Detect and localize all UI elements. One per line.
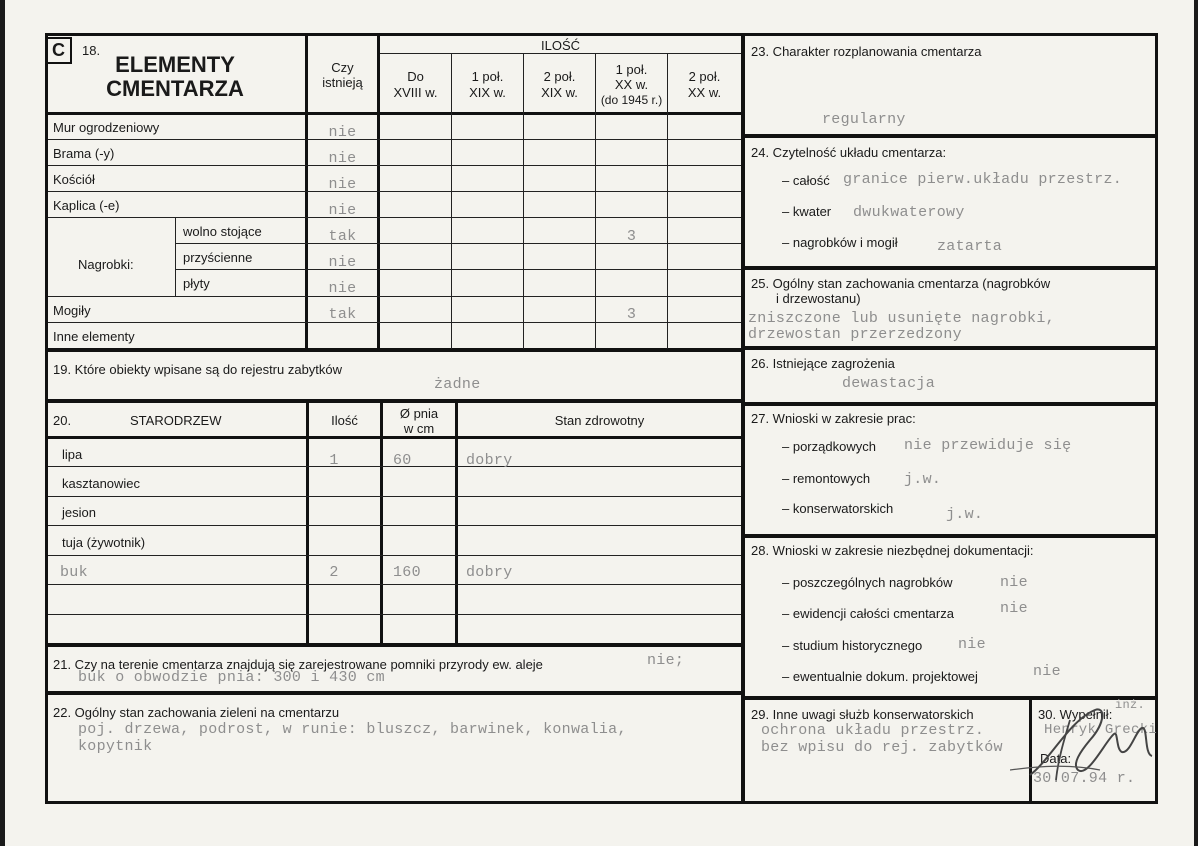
section-22-label: 22. Ogólny stan zachowania zieleni na cmentarzu [53,705,340,720]
section-22-value-1: poj. drzewa, podrost, w runie: bluszcz, barwinek, konwalia, [78,721,627,738]
qty-value: 3 [626,306,637,323]
col-2xix-1: 2 poł. [543,69,576,84]
section-21-label: 21. Czy na terenie cmentarza znajdują się zarejestrowane pomniki przyrody ew. aleje [53,657,543,672]
section-30-label: 30. Wypełnił: [1038,707,1113,722]
qty-value: 3 [626,228,637,245]
col-1xx-2: XX w. [614,77,649,92]
tree-name: kasztanowiec [62,476,141,491]
tree-name-handwritten: buk [60,564,88,581]
exists-value: nie [328,254,357,271]
section-19-label: 19. Które obiekty wpisane są do rejestru zabytków [53,362,343,377]
row-line [48,296,741,297]
signature-image [1010,700,1160,790]
s27-item-value: j.w. [904,471,942,488]
s28-item-value: nie [1000,574,1028,591]
scan-edge-left [0,0,5,846]
section-21-value-2: buk o obwodzie pnia: 300 i 430 cm [78,669,385,686]
section-19-value: żadne [434,376,481,393]
row-label: Kościół [53,172,95,187]
row-line [48,496,741,497]
section-28-label: 28. Wnioski w zakresie niezbędnej dokumentacji: [751,543,1034,558]
col-exists-2: istnieją [322,75,363,90]
tree-health: dobry [466,452,513,469]
section-26-label: 26. Istniejące zagrożenia [751,356,895,371]
section-23-label: 23. Charakter rozplanowania cmentarza [751,44,982,59]
tree-name: tuja (żywotnik) [62,535,146,550]
header-bottom-line [45,112,744,115]
tree-diam: 160 [393,564,421,581]
exists-value: nie [328,150,357,167]
col-xviii-1: Do [407,69,424,84]
s24-item-value: granice pierw.układu przestrz. [843,171,1123,188]
s20-col-diam-2: w cm [403,421,435,436]
s24-item-label: – kwater [782,204,832,219]
section-29-value-1: ochrona układu przestrz. [761,722,985,739]
s28-item-label: – ewidencji całości cmentarza [782,606,954,621]
tree-name: jesion [62,505,96,520]
qty-header-line [380,53,741,54]
row-line [48,584,741,585]
col-xviii-2: XVIII w. [393,85,438,100]
col-2xx-1: 2 poł. [688,69,721,84]
s28-item-label: – ewentualnie dokum. projektowej [782,669,978,684]
exists-value: nie [328,202,357,219]
section-24-label: 24. Czytelność układu cmentarza: [751,145,947,160]
scan-edge-right [1194,0,1198,846]
row-label: Mogiły [53,303,91,318]
tree-diam: 60 [393,452,412,469]
nagrobki-label: Nagrobki: [78,257,134,272]
exists-value: tak [328,228,357,245]
col-exists-1: Czy [331,60,354,75]
row-line [48,614,741,615]
col-1xx-1: 1 poł. [615,62,648,77]
col-2xx-2: XX w. [687,85,722,100]
exists-value: nie [328,176,357,193]
row-line [48,191,741,192]
tree-qty: 1 [329,452,339,469]
s24-item-value: dwukwaterowy [853,204,965,221]
tree-name: lipa [62,447,83,462]
col-2xix-2: XIX w. [541,85,578,100]
section-23-value: regularny [822,111,906,128]
section-30-date-value: 30.07.94 r. [1033,770,1136,787]
tree-health: dobry [466,564,513,581]
row-line [48,555,741,556]
s20-col-diam-1: Ø pnia [399,406,439,421]
s28-item-label: – studium historycznego [782,638,923,653]
s27-item-label: – remontowych [782,471,871,486]
section-25-label-1: 25. Ogólny stan zachowania cmentarza (nagrobków [751,276,1051,291]
section-22-value-2: kopytnik [78,738,153,755]
exists-value: nie [328,124,357,141]
section-27-label: 27. Wnioski w zakresie prac: [751,411,916,426]
section-20-number: 20. [53,413,72,428]
s20-header-line [45,436,744,439]
s27-item-value: j.w. [946,506,984,523]
section-25-label-2: i drzewostanu) [776,291,861,306]
s28-item-label: – poszczególnych nagrobków [782,575,953,590]
row-line [48,217,741,218]
s24-item-label: – nagrobków i mogił [782,235,898,250]
section-20-title: STARODRZEW [130,413,222,428]
row-label: Brama (-y) [53,146,115,161]
section-30-name: Henryk Grecki [1044,722,1158,738]
section-29-label: 29. Inne uwagi służb konserwatorskich [751,707,974,722]
row-label: Kaplica (-e) [53,198,120,213]
section-30-title: inż. [1115,698,1146,712]
row-line [175,269,741,270]
exists-value: nie [328,280,357,297]
s28-item-value: nie [1000,600,1028,617]
nagrobki-divider [175,218,176,296]
section-18-title-2: CMENTARZA [106,76,244,101]
section-29-value-2: bez wpisu do rej. zabytków [761,739,1003,756]
section-30-date-label: Data: [1040,751,1072,766]
col-1xix-1: 1 poł. [471,69,504,84]
row-label: przyścienne [183,250,253,265]
exists-value: tak [328,306,357,323]
col-1xix-2: XIX w. [469,85,506,100]
section-letter: C [45,37,72,64]
col-1xx-3: (do 1945 r.) [600,93,663,107]
col-qty-header: ILOŚĆ [540,38,580,53]
s28-item-value: nie [1033,663,1061,680]
s27-item-label: – porządkowych [782,439,876,454]
row-label: płyty [183,276,210,291]
section-25-value-2: drzewostan przerzedzony [748,326,962,343]
row-line [48,139,741,140]
s20-col-health: Stan zdrowotny [554,413,645,428]
section-25-value-1: zniszczone lub usunięte nagrobki, [748,310,1055,327]
row-label: Mur ogrodzeniowy [53,120,160,135]
row-line [48,525,741,526]
section-26-value: dewastacja [842,375,936,392]
section-18-title-1: ELEMENTY [115,52,235,77]
tree-qty: 2 [329,564,339,581]
s24-item-value: zatarta [937,238,1003,255]
row-label: wolno stojące [183,224,262,239]
s24-item-label: – całość [782,173,830,188]
s27-item-label: – konserwatorskich [782,501,894,516]
section-18-number: 18. [82,43,101,58]
s28-item-value: nie [958,636,986,653]
s27-item-value: nie przewiduje się [904,437,1072,454]
section-21-value-1: nie; [647,652,685,669]
row-line [48,165,741,166]
row-label: Inne elementy [53,329,135,344]
s20-col-qty: Ilość [331,413,358,428]
